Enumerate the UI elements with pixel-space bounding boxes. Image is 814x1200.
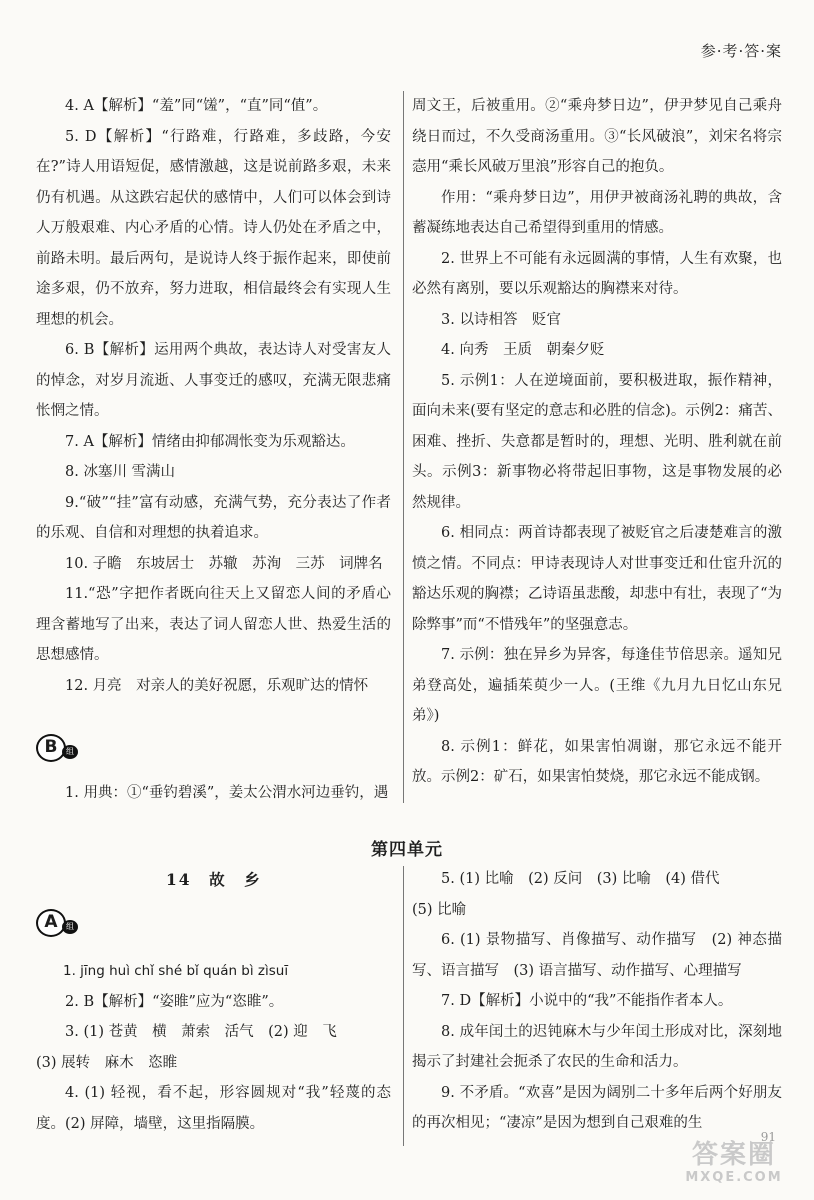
answer-item: 6. 相同点：两首诗都表现了被贬官之后凄楚难言的激愤之情。不同点：甲诗表现诗人对世事变迁和仕宦升沉的豁达乐观的胸襟；乙诗语虽悲酸，却悲中有壮，表现了“为除弊事”而“不惜残年”的坚强意志。: [412, 525, 782, 633]
answer-item: 7. A【解析】情绪由抑郁凋怅变为乐观豁达。: [65, 433, 355, 450]
group-b-item-1: 1. 用典：①“垂钓碧溪”，姜太公渭水河边垂钓，遇: [65, 785, 389, 801]
answer-item: 7. D【解析】小说中的“我”不能指作者本人。: [441, 993, 733, 1009]
answer-item: 8. 冰塞川 雪满山: [65, 464, 176, 480]
answer-item: 作用：“乘舟梦日边”，用伊尹被商汤礼聘的典故，含蓄凝练地表达自己希望得到重用的情感。: [412, 189, 782, 236]
answer-item: 5. D【解析】“行路难，行路难，多歧路，今安在?”诗人用语短促，感情激越，这是说前路多艰，未来仍有机遇。从这跌宕起伏的感情中，人们可以体会到诗人万般艰难、内心矛盾的心情。诗人仍处在矛盾之中，前路未明。最后两句，是说诗人终于振作起来，即使前途多艰，仍不放弃，努力进取，相信最终会有实现人生理想的机会。: [36, 128, 391, 328]
lesson-title: 14 故 乡: [166, 870, 262, 889]
answer-item: 6. B【解析】运用两个典故，表达诗人对受害友人的悼念，对岁月流逝、人事变迁的感叹，充满无限悲痛怅惘之情。: [36, 342, 391, 419]
group-a-badge: [36, 908, 80, 938]
watermark-top: 答案圈: [691, 1140, 776, 1170]
answer-item: 4. (1) 轻视，看不起，形容圆规对“我”轻蔑的态度。(2) 屏障，墙壁，这里指隔膜。: [36, 1085, 391, 1132]
answer-item: (3) 展转 麻木 恣睢: [36, 1054, 178, 1071]
answers-left-column-bottom: [36, 956, 391, 1139]
watermark-bottom: MXQE.COM: [685, 1170, 783, 1185]
answer-item: 1. jīng huì chǐ shé bǐ quán bì zìsuī: [63, 963, 289, 979]
answer-item: 12. 月亮 对亲人的美好祝愿，乐观旷达的情怀: [65, 677, 369, 694]
answer-item: 5. (1) 比喻 (2) 反问 (3) 比喻 (4) 借代: [441, 871, 720, 887]
answer-item: 3. 以诗相答 贬官: [441, 311, 561, 328]
answer-item: (5) 比喻: [412, 901, 467, 918]
answer-item: 7. 示例：独在异乡为异客，每逢佳节倍思亲。遥知兄弟登高处，遍插茱萸少一人。(王维《九月九日忆山东兄弟》): [412, 647, 782, 724]
answer-item: 2. B【解析】“姿睢”应为“恣睢”。: [65, 993, 284, 1010]
answer-item: 10. 子瞻 东坡居士 苏辙 苏洵 三苏 词牌名: [65, 555, 383, 572]
answer-item: 2. 世界上不可能有永远圆满的事情，人生有欢聚，也必然有离别，要以乐观豁达的胸襟来对待。: [412, 250, 782, 297]
column-divider-bottom: [403, 866, 404, 1146]
column-divider-top: [403, 91, 404, 803]
answers-left-column-top: [36, 91, 391, 701]
answer-item: 6. (1) 景物描写、肖像描写、动作描写 (2) 神态描写、语言描写 (3) 语言描写、动作描写、心理描写: [412, 932, 782, 979]
watermark-logo: [674, 1140, 794, 1186]
answer-item: 8. 示例1：鲜花，如果害怕凋谢，那它永远不能开放。示例2：矿石，如果害怕焚烧，那它永远不能成钢。: [412, 738, 782, 785]
answer-item: 9. 不矛盾。“欢喜”是因为阔别二十多年后两个好朋友的再次相见；“凄凉”是因为想到自己艰难的生: [412, 1084, 782, 1131]
answer-item: 3. (1) 苍黄 横 萧索 活气 (2) 迎 飞: [65, 1024, 337, 1040]
page-header: 参·考·答·案: [700, 42, 782, 60]
answer-item: 周文王，后被重用。②“乘舟梦日边”，伊尹梦见自己乘舟绕日而过，不久受商汤重用。③“长风破浪”，刘宋名将宗悫用“乘长风破万里浪”形容自己的抱负。: [412, 98, 782, 175]
page-number: 91: [760, 1130, 776, 1144]
group-a-letter: A: [36, 909, 66, 937]
answer-item: 4. A【解析】“羞”同“馐”，“直”同“值”。: [65, 98, 328, 114]
group-b-letter: B: [36, 734, 66, 762]
group-b-tag: 组: [62, 745, 78, 759]
answer-item: 8. 成年闰土的迟钝麻木与少年闰土形成对比，深刻地揭示了封建社会扼杀了农民的生命和活力。: [412, 1023, 782, 1070]
group-a-tag: 组: [62, 920, 78, 934]
unit-title: 第四单元: [371, 840, 443, 860]
answer-item: 5. 示例1：人在逆境面前，要积极进取，振作精神，面向未来(要有坚定的意志和必胜的信念)。示例2：痛苦、困难、挫折、失意都是暂时的，理想、光明、胜利就在前头。示例3：新事物必将带起旧事物，这是事物发展的必然规律。: [412, 372, 782, 511]
answer-item: 11.“恐”字把作者既向往天上又留恋人间的矛盾心理含蓄地写了出来，表达了词人留恋人世、热爱生活的思想感情。: [36, 586, 391, 663]
answers-right-column-bottom: [412, 864, 782, 1139]
answer-item: 9.“破”“挂”富有动感，充满气势，充分表达了作者的乐观、自信和对理想的执着追求。: [36, 494, 391, 541]
answers-right-column-top: [412, 91, 782, 793]
group-b-badge: [36, 733, 80, 763]
answer-item: 4. 向秀 王质 朝秦夕贬: [441, 342, 605, 358]
